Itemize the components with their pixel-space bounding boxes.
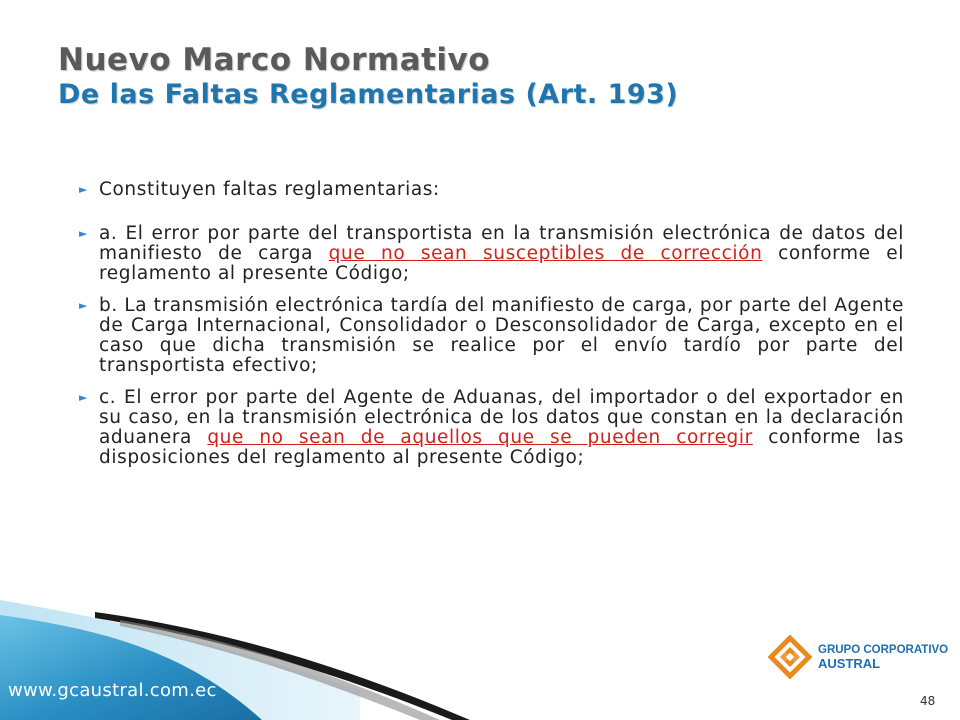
bullet-highlight: que no sean susceptibles de corrección	[328, 243, 763, 264]
bullet-text: b. La transmisión electrónica tardía del manifiesto de carga, por parte del Agente de Carga Internacional, Consolidador o Desconsolidador de Carga, excepto en el caso que dicha transmisión se realice por el envío tardío por parte del transportista efectivo;	[99, 295, 904, 376]
bullet-text: Constituyen faltas reglamentarias:	[99, 179, 440, 200]
bullet-item-a	[78, 224, 904, 284]
page-number: 48	[920, 694, 936, 708]
slide-subtitle: De las Faltas Reglamentarias (Art. 193)	[58, 79, 679, 110]
title-block	[58, 42, 938, 112]
bullet-item-c	[78, 388, 904, 468]
logo-line-2: AUSTRAL	[818, 656, 881, 671]
slide-title: Nuevo Marco Normativo	[58, 42, 491, 78]
company-logo	[768, 635, 948, 681]
bullet-text: c. El error por parte del Agente de Aduanas, del importador o del exportador en su caso, en la transmisión electrónica de los datos que constan en la declaración aduanera	[99, 387, 904, 448]
arrow-bullet-icon: ►	[79, 391, 89, 404]
bullet-item-intro	[78, 180, 904, 200]
bullet-text: conforme las disposiciones del reglamento al presente Código;	[99, 427, 904, 468]
bullet-highlight: que no sean de aquellos que se pueden corregir	[207, 427, 753, 448]
footer-website-link[interactable]: www.gcaustral.com.ec	[8, 680, 217, 701]
bullet-text: a. El error por parte del transportista en la transmisión electrónica de datos del manifiesto de carga	[99, 223, 904, 264]
arrow-bullet-icon: ►	[79, 183, 89, 196]
logo-text	[818, 643, 948, 671]
arrow-bullet-icon: ►	[79, 227, 89, 240]
bullet-item-b	[78, 296, 904, 376]
bullet-list	[78, 180, 904, 468]
logo-line-1: GRUPO CORPORATIVO	[818, 644, 949, 656]
austral-logo-icon	[768, 635, 812, 679]
arrow-bullet-icon: ►	[79, 299, 89, 312]
bullet-text: conforme el reglamento al presente Código;	[99, 243, 904, 284]
